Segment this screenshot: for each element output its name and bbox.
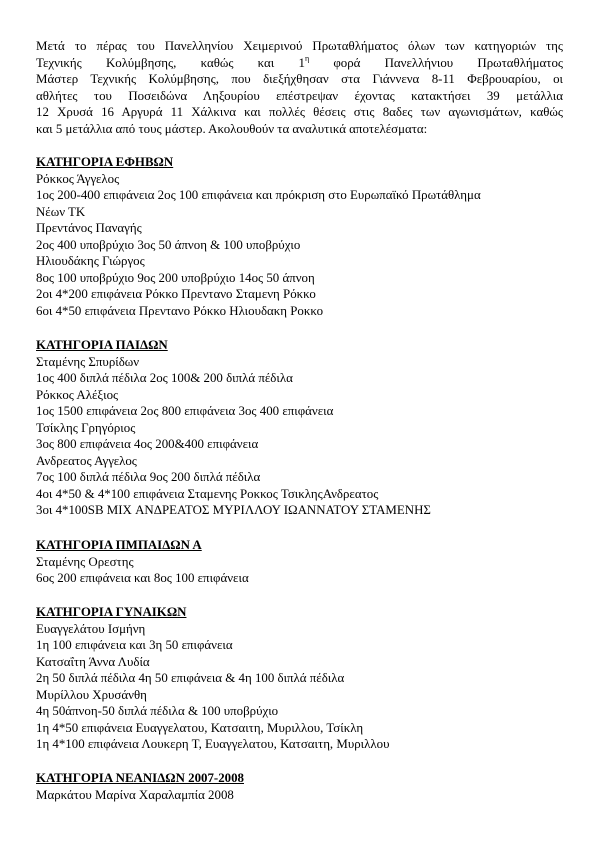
section-paidon (36, 337, 563, 519)
result-line: Ρόκκος Αλέξιος (36, 387, 119, 402)
result-line: 1ος 200-400 επιφάνεια 2ος 100 επιφάνεια και πρόκριση στο Ευρωπαϊκό Πρωτάθλημα (36, 188, 481, 202)
result-line: Μαρκάτου Μαρίνα Χαραλαμπία 2008 (36, 787, 234, 802)
result-line: Σταμένης Ορεστης (36, 554, 134, 569)
intro-line (36, 55, 563, 72)
result-line: 1η 4*50 επιφάνεια Ευαγγελατου, Κατσαιτη, Μυριλλου, Τσίκλη (36, 720, 364, 735)
section-neanidon (36, 770, 563, 803)
intro-line: 12 Χρυσά 16 Αργυρά 11 Χάλκινα και πολλές θέσεις στις 8αδες των αγωνισμάτων, καθώς (36, 105, 563, 119)
result-line: 4οι 4*50 & 4*100 επιφάνεια Σταμενης Ροκκος ΤσικληςΑνδρεατος (36, 486, 379, 501)
section-heading: ΚΑΤΗΓΟΡΙΑ ΠΜΠΑΙΔΩΝ Α (36, 538, 202, 552)
result-line: 3ος 800 επιφάνεια 4ος 200&400 επιφάνεια (36, 437, 259, 451)
intro-text: φορά Πανελλήνιου Πρωταθλήματος (309, 55, 563, 70)
result-line: Μυρίλλου Χρυσάνθη (36, 687, 147, 702)
result-line: 2η 50 διπλά πέδιλα 4η 50 επιφάνεια & 4η 100 διπλά πέδιλα (36, 671, 345, 685)
section-heading: ΚΑΤΗΓΟΡΙΑ ΠΑΙΔΩΝ (36, 338, 168, 352)
result-line: Ανδρεατος Αγγελος (36, 453, 137, 468)
result-line: Πρεντάνος Παναγής (36, 221, 142, 235)
result-line: 2οι 4*200 επιφάνεια Ρόκκο Πρεντανο Σταμενη Ρόκκο (36, 287, 316, 301)
result-line: 1ος 1500 επιφάνεια 2ος 800 επιφάνεια 3ος 400 επιφάνεια (36, 404, 334, 418)
section-efivoi (36, 154, 563, 319)
intro-line: Μάστερ Τεχνικής Κολύμβησης, που διεξήχθησαν στα Γιάννενα 8-11 Φεβρουαρίου, οι (36, 72, 563, 86)
result-line: Ηλιουδάκης Γιώργος (36, 254, 145, 268)
intro-line: Μετά το πέρας του Πανελληνίου Χειμερινού Πρωταθλήματος όλων των κατηγοριών της (36, 39, 563, 53)
section-heading: ΚΑΤΗΓΟΡΙΑ ΝΕΑΝΙΔΩΝ 2007-2008 (36, 771, 244, 785)
intro-paragraph (36, 38, 563, 137)
result-line: 1ος 400 διπλά πέδιλα 2ος 100& 200 διπλά πέδιλα (36, 371, 293, 385)
result-line: 3οι 4*100SB MIX ΑΝΔΡΕΑΤΟΣ ΜΥΡΙΛΛΟΥ ΙΩΑΝΝΑΤΟΥ ΣΤΑΜΕΝΗΣ (36, 503, 431, 517)
result-line: 6ος 200 επιφάνεια και 8ος 100 επιφάνεια (36, 571, 249, 585)
result-line: 2ος 400 υποβρύχιο 3ος 50 άπνοη & 100 υποβρύχιο (36, 237, 301, 252)
result-line: Νέων ΤΚ (36, 204, 86, 219)
result-line: Σταμένης Σπυρίδων (36, 354, 140, 369)
result-line: Ευαγγελάτου Ισμήνη (36, 621, 146, 636)
result-line: 1η 4*100 επιφάνεια Λουκερη Τ, Ευαγγελατου, Κατσαιτη, Μυριλλου (36, 737, 390, 751)
intro-line: και 5 μετάλλια από τους μάστερ. Ακολουθούν τα αναλυτικά αποτελέσματα: (36, 121, 428, 136)
result-line: 1η 100 επιφάνεια και 3η 50 επιφάνεια (36, 638, 233, 652)
ordinal-superscript: η (304, 53, 310, 63)
result-line: Ρόκκος Άγγελος (36, 171, 120, 186)
result-line: Κατσαΐτη Άννα Λυδία (36, 654, 150, 669)
intro-text: Τεχνικής Κολύμβησης, καθώς και 1 (36, 55, 305, 70)
result-line: 8ος 100 υποβρύχιο 9ος 200 υποβρύχιο 14ος 50 άπνοη (36, 270, 315, 285)
result-line: 4η 50άπνοη-50 διπλά πέδιλα & 100 υποβρύχιο (36, 704, 279, 718)
section-heading: ΚΑΤΗΓΟΡΙΑ ΕΦΗΒΩΝ (36, 155, 174, 169)
intro-line: αθλήτες του Ποσειδώνα Ληξουρίου επέστρεψαν έχοντας κατακτήσει 39 μετάλλια (36, 88, 563, 103)
result-line: 6οι 4*50 επιφάνεια Πρεντανο Ρόκκο Ηλιουδακη Ροκκο (36, 303, 324, 318)
result-line: 7ος 100 διπλά πέδιλα 9ος 200 διπλά πέδιλα (36, 470, 261, 484)
section-heading: ΚΑΤΗΓΟΡΙΑ ΓΥΝΑΙΚΩΝ (36, 605, 187, 619)
section-pmpaidon-a (36, 537, 563, 587)
section-gynaikon (36, 604, 563, 753)
result-line: Τσίκλης Γρηγόριος (36, 420, 136, 435)
